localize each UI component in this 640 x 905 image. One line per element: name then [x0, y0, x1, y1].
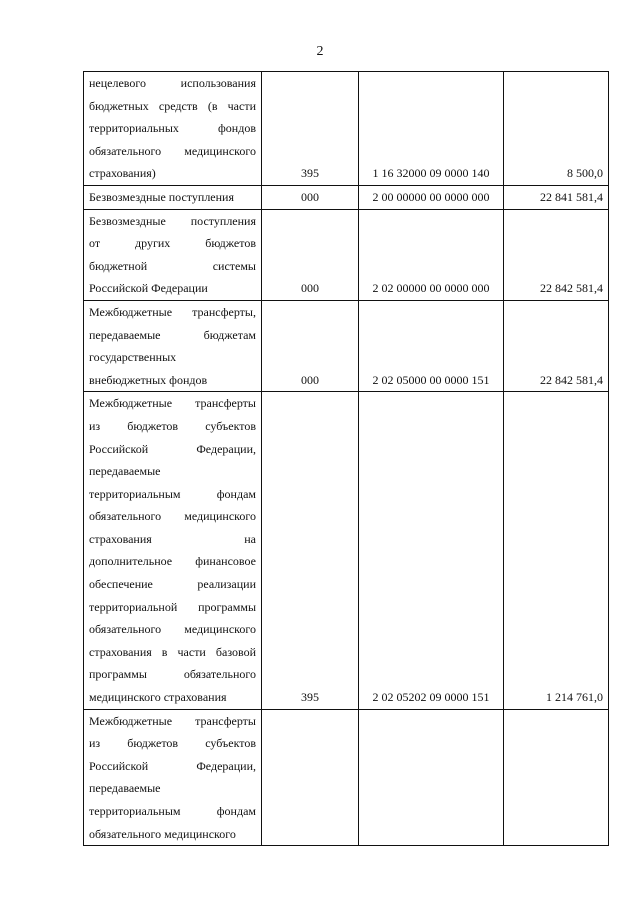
row-name-line: обязательного медицинского	[89, 509, 256, 524]
row-name-line: обеспечение реализации	[89, 577, 256, 592]
row-name-line: государственных	[89, 350, 177, 365]
row-name-line: Межбюджетные трансферты	[89, 396, 256, 411]
row-name-line: передаваемые	[89, 781, 161, 796]
row-name-line: дополнительное финансовое	[89, 554, 256, 569]
row-name-cell	[84, 392, 262, 709]
table-row	[84, 709, 609, 846]
table-row	[84, 209, 609, 300]
row-name-line: Российской Федерации	[89, 281, 208, 296]
row-name-line: обязательного медицинского	[89, 622, 256, 637]
admin-code-cell: 000	[262, 300, 359, 391]
row-name-cell	[84, 709, 262, 846]
sum-cell: 22 841 581,4	[504, 185, 609, 209]
row-name-line: Российской Федерации,	[89, 758, 256, 773]
row-name-line: Межбюджетные трансферты,	[89, 304, 256, 319]
row-name-line: страхования на	[89, 531, 256, 546]
page-number: 2	[316, 44, 324, 59]
row-name-cell	[84, 300, 262, 391]
row-name-cell	[84, 72, 262, 186]
row-name-line: передаваемые бюджетам	[89, 327, 256, 342]
row-name-line: программы обязательного	[89, 667, 256, 682]
row-name-line: из бюджетов субъектов	[89, 418, 256, 433]
row-name-line: Российской Федерации,	[89, 441, 256, 456]
budget-code-cell: 2 00 00000 00 0000 000	[359, 185, 504, 209]
admin-code-cell: 000	[262, 185, 359, 209]
sum-cell: 1 214 761,0	[504, 392, 609, 709]
row-name-line: территориальных фондов	[89, 121, 256, 136]
budget-code-cell: 2 02 00000 00 0000 000	[359, 209, 504, 300]
row-name-line: территориальным фондам	[89, 486, 256, 501]
row-name-line: территориальным фондам	[89, 804, 256, 818]
row-name-line: бюджетной системы	[89, 258, 256, 273]
budget-table	[83, 71, 609, 846]
budget-code-cell: 2 02 05202 09 0000 151	[359, 392, 504, 709]
budget-code-cell: 1 16 32000 09 0000 140	[359, 72, 504, 186]
table-row	[84, 72, 609, 186]
row-name-cell	[84, 209, 262, 300]
admin-code-cell: 395	[262, 72, 359, 186]
table-row	[84, 300, 609, 391]
row-name-line: медицинского страхования	[89, 690, 227, 705]
row-name-line: бюджетных средств (в части	[89, 98, 256, 113]
admin-code-cell: 000	[262, 209, 359, 300]
row-name-line: обязательного медицинского	[89, 826, 236, 841]
row-name-line: Безвозмездные поступления	[89, 213, 256, 228]
sum-cell: 8 500,0	[504, 72, 609, 186]
row-name-line: страхования в части базовой	[89, 644, 256, 659]
budget-code-cell	[359, 709, 504, 846]
admin-code-cell: 395	[262, 392, 359, 709]
admin-code-cell	[262, 709, 359, 846]
row-name-line: от других бюджетов	[89, 236, 256, 251]
sum-cell	[504, 709, 609, 846]
table-row	[84, 392, 609, 709]
sum-cell: 22 842 581,4	[504, 300, 609, 391]
row-name-line: территориальной программы	[89, 599, 256, 614]
table-row	[84, 185, 609, 209]
row-name-line: Межбюджетные трансферты	[89, 713, 256, 728]
row-name-line: Безвозмездные поступления	[89, 189, 234, 204]
row-name-line: нецелевого использования	[89, 76, 256, 90]
budget-table-body	[84, 72, 609, 846]
row-name-line: обязательного медицинского	[89, 143, 256, 158]
row-name-line: страхования)	[89, 166, 156, 181]
sum-cell: 22 842 581,4	[504, 209, 609, 300]
row-name-cell	[84, 185, 262, 209]
budget-code-cell: 2 02 05000 00 0000 151	[359, 300, 504, 391]
row-name-line: из бюджетов субъектов	[89, 736, 256, 751]
row-name-line: внебюджетных фондов	[89, 372, 208, 387]
row-name-line: передаваемые	[89, 464, 161, 479]
